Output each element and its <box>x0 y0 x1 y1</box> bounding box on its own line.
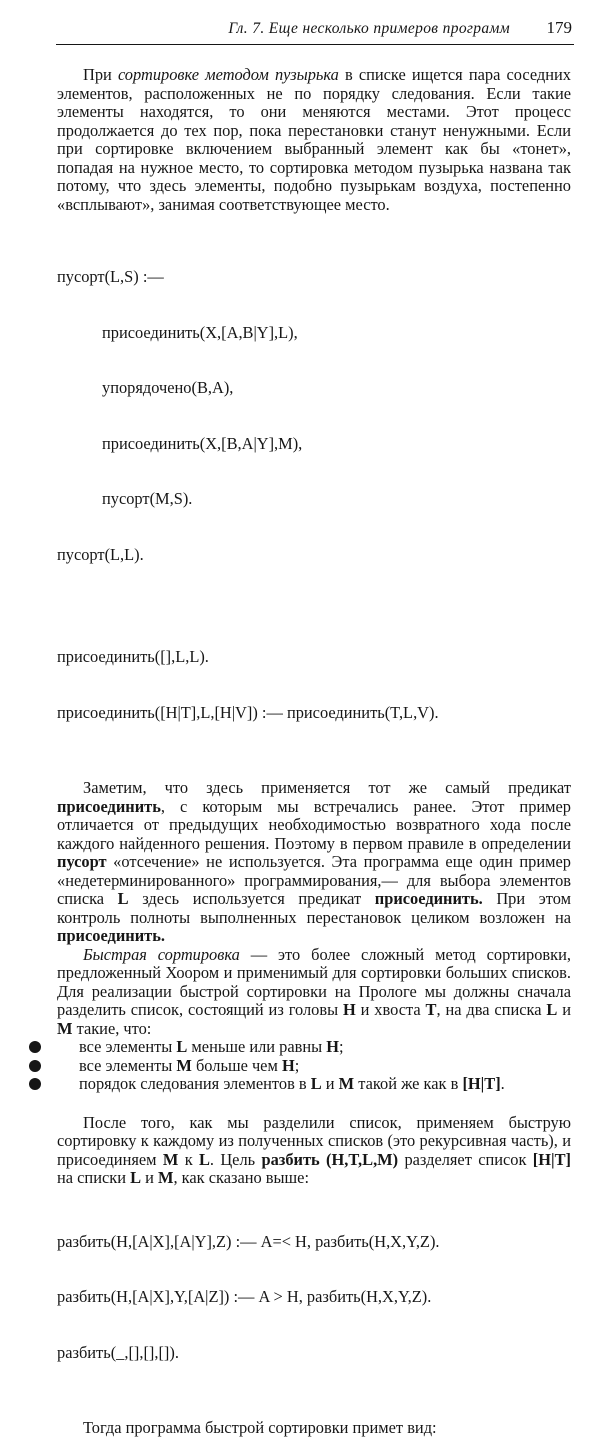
code-line: пусорт(L,S) :— <box>57 267 164 286</box>
text-run: к <box>178 1149 199 1169</box>
bold-term: M <box>176 1055 192 1075</box>
paragraph-quicksort-intro: Тогда программа быстрой сортировки примет вид: <box>83 1418 437 1437</box>
text-run: Заметим, что здесь применяется тот же самый предикат <box>83 778 571 797</box>
bold-term: L <box>130 1168 142 1187</box>
bold-term: присоединить <box>57 796 161 816</box>
bold-term: L <box>546 1000 558 1019</box>
text-run: , с которым мы встречались ранее. Этот пример отличается от предыдущих необходимостью возвратного хода после каждого найденного решения. Поэтому в первом правиле в определении <box>57 796 571 853</box>
text-run: — это более сложный метод сортировки, предложенный Хоором и применимый для сортировки больших списков. Для реализации быстрой сортировки на Прологе мы должны сначала разделить список, состоящий из головы <box>57 944 571 1019</box>
page-number: 179 <box>546 18 572 37</box>
code-append <box>57 611 571 759</box>
code-bubble-sort <box>57 231 571 601</box>
code-line: разбить(_,[],[],[]). <box>57 1342 179 1362</box>
code-line: разбить(H,[A|X],Y,[A|Z]) :— A > H, разбить(H,X,Y,Z). <box>57 1287 432 1306</box>
code-line: пусорт(M,S). <box>102 489 193 508</box>
bold-term: присоединить. <box>57 926 165 945</box>
bullet-icon <box>29 1078 41 1090</box>
code-line: разбить(H,[A|X],[A|Y],Z) :— A=< H, разбить(H,X,Y,Z). <box>57 1231 440 1251</box>
text-run: здесь используется предикат <box>128 889 375 908</box>
list-item <box>57 1038 571 1057</box>
paragraph-partition <box>57 1114 571 1188</box>
bold-term: H <box>343 1000 356 1019</box>
text-run: и <box>141 1168 158 1187</box>
code-line: присоединить(X,[A,B|Y],L), <box>102 322 298 342</box>
bold-term: M <box>57 1018 73 1038</box>
bold-term: L <box>310 1074 322 1093</box>
bold-term: H <box>326 1037 339 1056</box>
bold-term: разбить (H,T,L,M) <box>261 1149 399 1169</box>
bold-term: T <box>425 1000 437 1019</box>
bold-term: присоединить. <box>374 889 483 908</box>
bold-term: пусорт <box>57 852 107 871</box>
term-bubble-sort: сортировке методом пузырька <box>117 65 339 84</box>
bullet-icon <box>29 1041 41 1053</box>
text-run: на списки <box>57 1168 131 1187</box>
body-text <box>57 66 571 1438</box>
bullet-icon <box>29 1060 41 1072</box>
text-run: ; <box>294 1055 300 1075</box>
list-item <box>57 1075 571 1094</box>
paragraph-quick-sort <box>57 946 571 1039</box>
bold-term: M <box>338 1074 355 1093</box>
paragraph-append-note <box>57 779 571 946</box>
bold-term: H <box>281 1055 295 1075</box>
term-quick-sort: Быстрая сортировка <box>83 944 240 964</box>
text-run: , на два списка <box>436 1000 547 1019</box>
text-run: все элементы <box>79 1037 177 1056</box>
text-run: «отсечение» не используется. Эта программа еще один пример «недетерминированного» программирования,— для выбора элементов списка <box>57 852 571 908</box>
text-run: разделяет список <box>398 1149 533 1169</box>
chapter-title: Гл. 7. Еще несколько примеров программ <box>228 20 510 37</box>
bold-term: [H|T] <box>532 1149 572 1169</box>
bold-term: L <box>117 889 129 908</box>
code-partition <box>57 1196 571 1400</box>
code-line: пусорт(L,L). <box>57 544 144 564</box>
bold-term: [H|T] <box>462 1074 501 1093</box>
condition-list <box>57 1038 571 1094</box>
bold-term: M <box>162 1149 179 1169</box>
paragraph-bubble-sort <box>57 66 571 214</box>
code-line: присоединить([H|T],L,[H|V]) :— присоединить(T,L,V). <box>57 702 439 722</box>
text-run: такие, что: <box>72 1018 152 1038</box>
text-run: , как сказано выше: <box>173 1168 309 1187</box>
code-line: упорядочено(B,A), <box>102 378 234 397</box>
text-run: меньше или равны <box>187 1037 327 1056</box>
bold-term: L <box>198 1149 210 1169</box>
text-run: и <box>321 1074 339 1093</box>
running-header <box>56 18 574 45</box>
text-run: и хвоста <box>355 1000 426 1019</box>
text-run: . <box>500 1074 505 1093</box>
list-item <box>57 1057 571 1076</box>
text-run: При этом контроль полноты выполненных перестановок целиком возложен на <box>57 889 571 927</box>
text-run: и <box>557 1000 571 1019</box>
text-run: ; <box>338 1037 344 1056</box>
text-run: При <box>83 65 118 84</box>
text-run: больше чем <box>191 1055 282 1075</box>
code-line: присоединить([],L,L). <box>57 647 209 666</box>
bold-term: L <box>176 1037 188 1056</box>
text-run: После того, как мы разделили список, применяем быструю сортировку к каждому из полученных списков (это рекурсивная часть), и присоединяем <box>57 1112 571 1169</box>
text-run: порядок следования элементов в <box>79 1074 311 1093</box>
text-run: все элементы <box>79 1055 177 1075</box>
text-run: такой же как в <box>354 1074 463 1093</box>
text-run: . Цель <box>209 1149 262 1169</box>
code-line: присоединить(X,[B,A|Y],M), <box>102 433 303 453</box>
bold-term: M <box>157 1168 174 1187</box>
text-run: в списке ищется пара соседних элементов, расположенных не по порядку следования. Если такие элементы находятся, то они меняются местами. Этот процесс продолжается до тех пор, пока перестановки станут ненужными. Если при сортировке включением выбранный элемент как бы «тонет», попадая на нужное место, то сортировка методом пузырька названа так потому, что здесь элементы, подобно пузырькам воздуха, постепенно «всплывают», занимая соответствующее место. <box>57 65 571 214</box>
